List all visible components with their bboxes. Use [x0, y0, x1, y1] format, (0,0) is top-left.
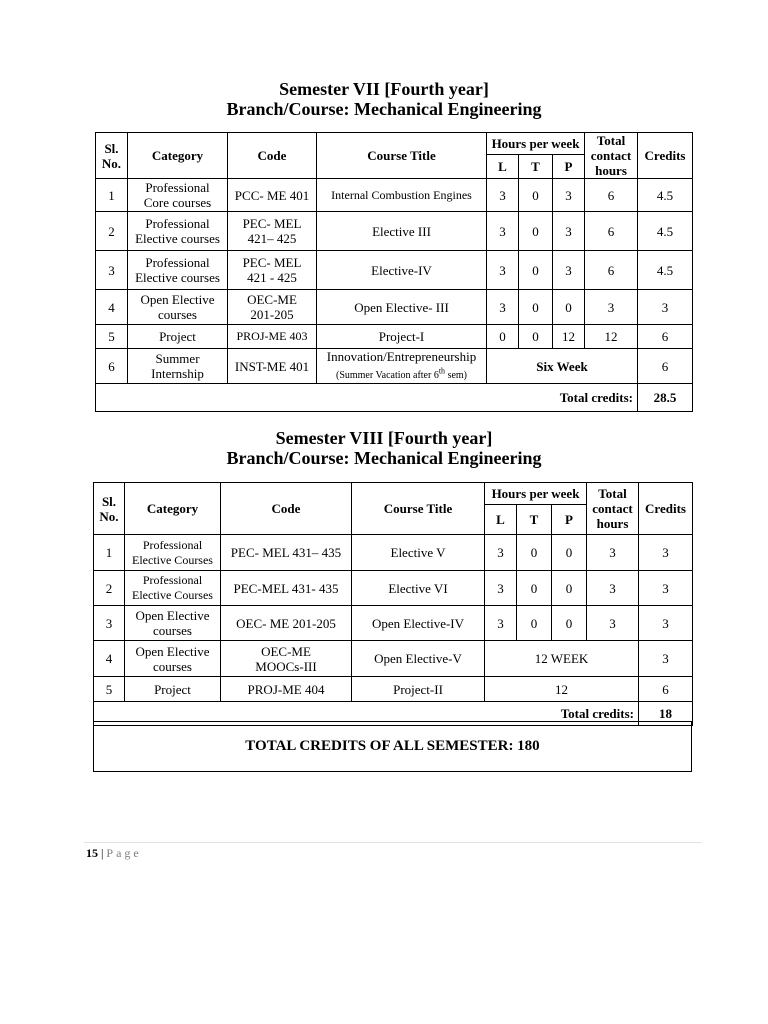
sem7-branch: Branch/Course: Mechanical Engineering [226, 99, 542, 119]
cell-credits: 3 [639, 606, 693, 641]
cell-p: 0 [553, 290, 585, 325]
cell-credits: 4.5 [638, 251, 693, 290]
table-row [96, 251, 693, 290]
cell-p: 0 [552, 535, 587, 571]
cell-hours: 6 [585, 179, 638, 212]
cell-code: PEC- MEL 421 - 425 [228, 251, 317, 290]
cell-sl: 4 [96, 290, 128, 325]
cell-l: 3 [487, 179, 519, 212]
cell-duration: Six Week [487, 349, 638, 384]
header-sl-no: Sl. No. [96, 133, 128, 179]
cell-course-title: Project-I [317, 325, 487, 349]
page-footer [86, 846, 142, 861]
header-total-contact-hours: Total contact hours [587, 483, 639, 535]
table-row [94, 677, 693, 702]
cell-category: Project [128, 325, 228, 349]
header-credits: Credits [639, 483, 693, 535]
cell-credits: 3 [638, 290, 693, 325]
cell-code: PEC- MEL 431– 435 [221, 535, 352, 571]
header-t: T [519, 155, 553, 179]
cell-code: PEC-MEL 431- 435 [221, 571, 352, 606]
page-word: Page [106, 846, 142, 860]
cell-course-title: Open Elective-V [352, 641, 485, 677]
cell-l: 3 [485, 606, 517, 641]
cell-hours: 3 [587, 571, 639, 606]
cell-t: 0 [519, 290, 553, 325]
cell-l: 3 [487, 290, 519, 325]
sem7-title: Semester VII [Fourth year] [279, 79, 489, 99]
cell-category: Open Elective courses [125, 606, 221, 641]
total-credits-label: Total credits: [94, 702, 639, 726]
cell-course-title: Elective III [317, 212, 487, 251]
header-p: P [553, 155, 585, 179]
cell-l: 0 [487, 325, 519, 349]
cell-credits: 6 [638, 325, 693, 349]
cell-credits: 4.5 [638, 179, 693, 212]
table-row [96, 325, 693, 349]
cell-credits: 6 [638, 349, 693, 384]
table-row [96, 179, 693, 212]
cell-code: PCC- ME 401 [228, 179, 317, 212]
cell-course-title: Project-II [352, 677, 485, 702]
cell-sl: 5 [94, 677, 125, 702]
header-course-title: Course Title [317, 133, 487, 179]
cell-category: Professional Elective courses [128, 251, 228, 290]
header-course-title: Course Title [352, 483, 485, 535]
header-t: T [517, 505, 552, 535]
table-row [94, 571, 693, 606]
cell-category: Open Elective courses [125, 641, 221, 677]
cell-p: 3 [553, 179, 585, 212]
cell-code: OEC-ME 201-205 [228, 290, 317, 325]
sem7-table [95, 132, 693, 412]
table-row [94, 535, 693, 571]
header-category: Category [125, 483, 221, 535]
cell-sl: 1 [96, 179, 128, 212]
header-sl-no: Sl. No. [94, 483, 125, 535]
table-row [96, 349, 693, 384]
cell-hours: 3 [587, 606, 639, 641]
cell-l: 3 [487, 251, 519, 290]
cell-course-title: Open Elective- III [317, 290, 487, 325]
footer-separator: | [98, 846, 107, 860]
cell-hours: 3 [587, 535, 639, 571]
cell-t: 0 [517, 535, 552, 571]
footer-divider [84, 842, 702, 843]
table-row [96, 212, 693, 251]
cell-category: Project [125, 677, 221, 702]
cell-course-title: Elective-IV [317, 251, 487, 290]
header-total-contact-hours: Total contact hours [585, 133, 638, 179]
cell-l: 3 [487, 212, 519, 251]
cell-p: 0 [552, 606, 587, 641]
cell-sl: 2 [96, 212, 128, 251]
grand-total-box [93, 721, 692, 772]
header-hours-per-week: Hours per week [487, 133, 585, 155]
cell-code: OEC- ME 201-205 [221, 606, 352, 641]
header-category: Category [128, 133, 228, 179]
total-credits-label: Total credits: [96, 384, 638, 412]
cell-credits: 3 [639, 571, 693, 606]
cell-code: OEC-ME MOOCs-III [221, 641, 352, 677]
cell-hours: 6 [585, 212, 638, 251]
cell-code: PEC- MEL 421– 425 [228, 212, 317, 251]
cell-hours: 3 [585, 290, 638, 325]
cell-category: Open Elective courses [128, 290, 228, 325]
total-credits-value: 18 [639, 702, 693, 726]
cell-duration: 12 [485, 677, 639, 702]
cell-code: PROJ-ME 403 [228, 325, 317, 349]
cell-hours: 12 [585, 325, 638, 349]
cell-t: 0 [517, 606, 552, 641]
header-code: Code [228, 133, 317, 179]
cell-sl: 1 [94, 535, 125, 571]
header-p: P [552, 505, 587, 535]
cell-p: 12 [553, 325, 585, 349]
cell-course-title: Innovation/Entrepreneurship (Summer Vacation after 6th sem) [317, 349, 487, 384]
cell-sl: 2 [94, 571, 125, 606]
cell-category: Professional Elective courses [128, 212, 228, 251]
table-row [96, 290, 693, 325]
cell-sl: 6 [96, 349, 128, 384]
page-number: 15 [86, 846, 98, 860]
cell-t: 0 [517, 571, 552, 606]
total-row [96, 384, 693, 412]
cell-code: PROJ-ME 404 [221, 677, 352, 702]
cell-sl: 3 [94, 606, 125, 641]
cell-sl: 5 [96, 325, 128, 349]
cell-course-title: Elective V [352, 535, 485, 571]
grand-total-text: TOTAL CREDITS OF ALL SEMESTER: 180 [245, 738, 540, 754]
header-code: Code [221, 483, 352, 535]
cell-credits: 3 [639, 641, 693, 677]
cell-code: INST-ME 401 [228, 349, 317, 384]
cell-l: 3 [485, 571, 517, 606]
cell-category: Summer Internship [128, 349, 228, 384]
cell-hours: 6 [585, 251, 638, 290]
table-row [94, 641, 693, 677]
cell-sl: 3 [96, 251, 128, 290]
cell-category: Professional Elective Courses [125, 535, 221, 571]
cell-t: 0 [519, 212, 553, 251]
cell-duration: 12 WEEK [485, 641, 639, 677]
cell-p: 3 [553, 212, 585, 251]
header-credits: Credits [638, 133, 693, 179]
sem8-branch: Branch/Course: Mechanical Engineering [226, 448, 542, 468]
cell-credits: 4.5 [638, 212, 693, 251]
cell-course-title: Elective VI [352, 571, 485, 606]
cell-course-title: Internal Combustion Engines [317, 179, 487, 212]
sem8-table [93, 482, 693, 726]
cell-p: 3 [553, 251, 585, 290]
cell-category: Professional Elective Courses [125, 571, 221, 606]
header-l: L [487, 155, 519, 179]
cell-t: 0 [519, 251, 553, 290]
sem8-title: Semester VIII [Fourth year] [275, 428, 493, 448]
header-l: L [485, 505, 517, 535]
cell-credits: 3 [639, 535, 693, 571]
cell-t: 0 [519, 179, 553, 212]
table-row [94, 606, 693, 641]
cell-p: 0 [552, 571, 587, 606]
cell-t: 0 [519, 325, 553, 349]
header-hours-per-week: Hours per week [485, 483, 587, 505]
cell-course-title: Open Elective-IV [352, 606, 485, 641]
cell-credits: 6 [639, 677, 693, 702]
cell-sl: 4 [94, 641, 125, 677]
total-credits-value: 28.5 [638, 384, 693, 412]
cell-category: Professional Core courses [128, 179, 228, 212]
cell-l: 3 [485, 535, 517, 571]
